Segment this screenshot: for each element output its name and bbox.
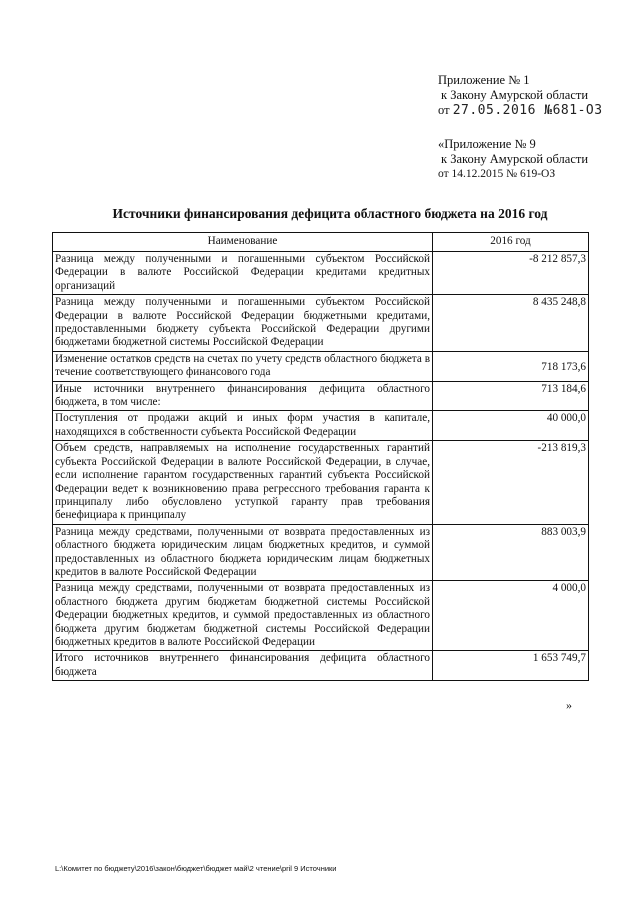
appendix-new-date [438,103,603,118]
table-row [53,524,589,581]
table-row [53,351,589,381]
row-value: 1 653 749,7 [433,651,589,681]
row-value: 40 000,0 [433,411,589,441]
row-name: Разница между средствами, полученными от возврата предоставленных из областного бюджета юридическим лицам бюджетных кредитов, и суммой предоставленных из областного бюджета юридическим лицам бюджетных кредитов в валюте Российской Федерации [53,524,433,581]
row-name: Иные источники внутреннего финансирования дефицита областного бюджета, в том числе: [53,381,433,411]
table-row [53,295,589,352]
row-name: Поступления от продажи акций и иных форм участия в капитале, находящихся в собственности субъекта Российской Федерации [53,411,433,441]
appendix-new-block [438,73,603,118]
row-name: Объем средств, направляемых на исполнение государственных гарантий субъекта Российской Федерации в валюте Российской Федерации, в случае, если исполнение гарантом государственных гарантий субъекта Российской Федерации ведет к возникновению права регрессного требования гаранта к принципалу либо обусловлено уступкой гаранту прав требования бенефициара к принципалу [53,441,433,524]
column-header-name: Наименование [53,233,433,252]
row-value: -8 212 857,3 [433,252,589,295]
appendix-old-date: от 14.12.2015 № 619-ОЗ [438,168,556,180]
row-value: 4 000,0 [433,581,589,651]
table-row [53,411,589,441]
row-name: Разница между полученными и погашенными субъектом Российской Федерации в валюте Российской Федерации бюджетными кредитами, предоставленными бюджету субъекта Российской Федерации другими бюджетами бюджетной системы Российской Федерации [53,295,433,352]
financing-table [52,232,589,681]
appendix-new-title: Приложение № 1 [438,73,530,87]
row-value: 713 184,6 [433,381,589,411]
closing-quote-mark: » [566,698,572,712]
appendix-old-title: «Приложение № 9 [438,137,536,151]
row-value: -213 819,3 [433,441,589,524]
appendix-new-law: к Закону Амурской области [441,88,589,102]
table-row [53,581,589,651]
table-total-row [53,651,589,681]
table-row [53,252,589,295]
row-name: Итого источников внутреннего финансирования дефицита областного бюджета [53,651,433,681]
row-value: 718 173,6 [433,351,589,381]
table-header-row [53,233,589,252]
row-name: Изменение остатков средств на счетах по учету средств областного бюджета в течение соответствующего финансового года [53,351,433,381]
row-value: 8 435 248,8 [433,295,589,352]
footer-file-path: L:\Комитет по бюджету\2016\закон\бюджет\бюджет май\2 чтение\pril 9 Источники [55,864,337,873]
document-title: Источники финансирования дефицита областного бюджета на 2016 год [112,206,548,221]
appendix-new-date-stamp: 27.05.2016 №681-ОЗ [452,103,603,118]
row-name: Разница между полученными и погашенными субъектом Российской Федерации в валюте Российской Федерации кредитами кредитных организаций [53,252,433,295]
appendix-old-law: к Закону Амурской области [441,152,589,166]
table-row [53,441,589,524]
table-row [53,381,589,411]
row-value: 883 003,9 [433,524,589,581]
appendix-new-date-prefix: от [438,103,450,117]
row-name: Разница между средствами, полученными от возврата предоставленных из областного бюджета другим бюджетам бюджетной системы Российской Федерации бюджетных кредитов, и суммой предоставленных из областного бюджета другим бюджетам бюджетной системы Российской Федерации бюджетных кредитов в валюте Российской Федерации [53,581,433,651]
column-header-year: 2016 год [433,233,589,252]
appendix-old-block [438,137,588,182]
